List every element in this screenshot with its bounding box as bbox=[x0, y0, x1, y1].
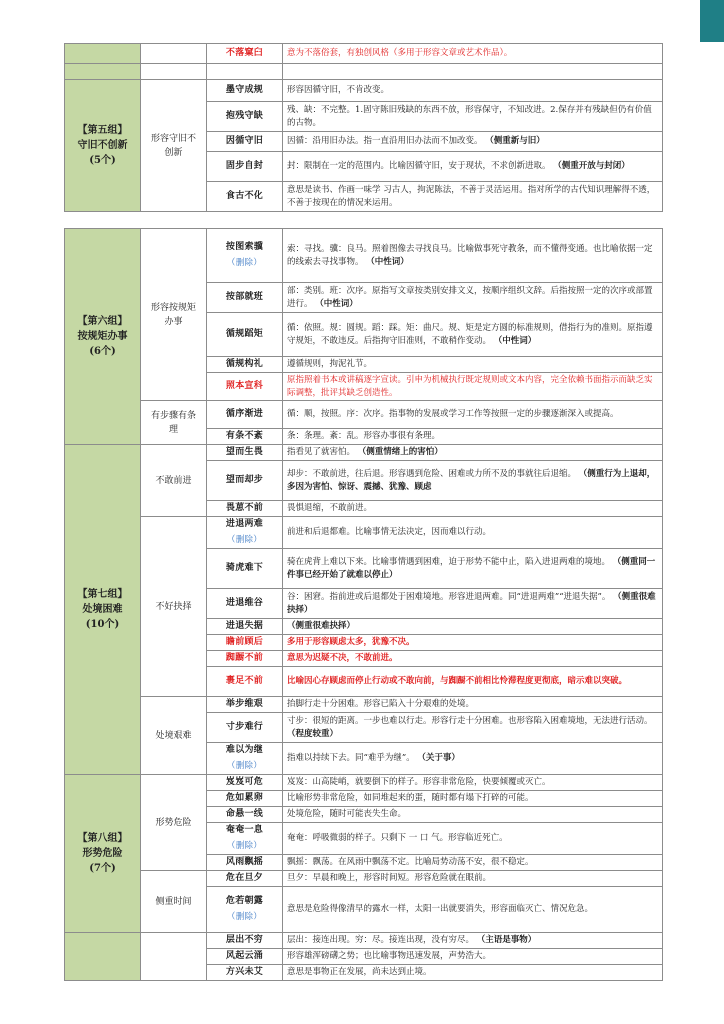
desc-cell: 飘摇：飘荡。在风雨中飘荡不定。比喻局势动荡不安，很不稳定。 bbox=[283, 855, 663, 871]
idiom-cell: 瞻前顾后 bbox=[207, 635, 283, 651]
subgroup-title: 有步骤有条 理 bbox=[141, 401, 207, 445]
idiom-cell: 循规蹈矩 bbox=[207, 313, 283, 357]
idiom-cell: 望而生畏 bbox=[207, 445, 283, 461]
idiom-cell: 层出不穷 bbox=[207, 933, 283, 949]
desc-cell: 残、缺：不完整。1.固守陈旧残缺的东西不放，形容保守，不知改进。2.保存并有残缺但仍有价值的古物。 bbox=[283, 102, 663, 132]
desc-cell: 部：类别。班：次序。原指写文章按类别安排文义，按顺序组织文辞。后指按照一定的次序或部置进行。 （中性词） bbox=[283, 283, 663, 313]
idiom-cell: 墨守成规 bbox=[207, 80, 283, 102]
desc-cell: 意思为迟疑不决，不敢前进。 bbox=[283, 651, 663, 667]
desc-cell: 意思是危险得像清早的露水一样，太阳一出就要消失，形容面临灭亡、情况危急。 bbox=[283, 887, 663, 933]
table-row bbox=[65, 933, 663, 949]
idiom-cell: 循规构礼 bbox=[207, 357, 283, 373]
idiom-cell: 方兴未艾 bbox=[207, 965, 283, 981]
subgroup-title: 形容守旧不 创新 bbox=[141, 80, 207, 212]
desc-cell: 条：条理。紊：乱。形容办事很有条理。 bbox=[283, 429, 663, 445]
idiom-cell: 危在旦夕 bbox=[207, 871, 283, 887]
desc-cell: 循：顺，按照。序：次序。指事物的发展或学习工作等按照一定的步骤逐渐深入或提高。 bbox=[283, 401, 663, 429]
desc-cell: 意思是事物正在发展，尚未达到止境。 bbox=[283, 965, 663, 981]
idiom-cell: 奄奄一息 （删除） bbox=[207, 823, 283, 855]
table-row bbox=[65, 775, 663, 791]
idiom-cell: 风起云涌 bbox=[207, 949, 283, 965]
idiom-table-1 bbox=[64, 43, 663, 212]
desc-cell: 多用于形容顾虑太多，犹豫不决。 bbox=[283, 635, 663, 651]
idiom-cell: 骑虎难下 bbox=[207, 549, 283, 589]
desc-cell: 因循：沿用旧办法。指一直沿用旧办法而不加改变。 （侧重新与旧） bbox=[283, 132, 663, 152]
idiom-cell: 食古不化 bbox=[207, 182, 283, 212]
idiom-cell: 按图索骥 （删除） bbox=[207, 229, 283, 283]
table-row bbox=[65, 871, 663, 887]
table-row bbox=[65, 697, 663, 713]
idiom-cell: 因循守旧 bbox=[207, 132, 283, 152]
delete-mark: （删除） bbox=[226, 535, 263, 545]
idiom-cell: 危若朝露 （删除） bbox=[207, 887, 283, 933]
desc-cell: 谷：困窘。指前进或后退都处于困难境地。形容进退两难。同“进退两难”“进退失据”。 （侧重很难抉择） bbox=[283, 589, 663, 619]
desc-cell: 封：限制在一定的范围内。比喻因循守旧，安于现状，不求创新进取。 （侧重开放与封闭） bbox=[283, 152, 663, 182]
idiom-cell: 危如累卵 bbox=[207, 791, 283, 807]
desc-cell: 奄奄：呼吸微弱的样子。只剩下 一 口 气。形容临近死亡。 bbox=[283, 823, 663, 855]
group-title: 【第七组】 处境困难 (10个) bbox=[65, 445, 141, 775]
idiom-cell: 照本宣科 bbox=[207, 373, 283, 401]
idiom-cell: 裹足不前 bbox=[207, 667, 283, 697]
group-cell bbox=[65, 44, 141, 64]
desc-cell: 遵循规则，拘泥礼节。 bbox=[283, 357, 663, 373]
desc-cell: 旦夕：早晨和晚上，形容时间短。形容危险就在眼前。 bbox=[283, 871, 663, 887]
desc-cell: 指看见了就害怕。 （侧重情绪上的害怕） bbox=[283, 445, 663, 461]
desc-cell: 原指照着书本或讲稿逐字宣读。引申为机械执行既定规则或文本内容，完全依赖书面指示而缺乏实际调整，批评其缺乏创造性。 bbox=[283, 373, 663, 401]
desc-cell: 形容因循守旧，不肯改变。 bbox=[283, 80, 663, 102]
idiom-cell: 举步维艰 bbox=[207, 697, 283, 713]
idiom-cell: 不落窠臼 bbox=[207, 44, 283, 64]
table-row bbox=[65, 445, 663, 461]
group-title: 【第五组】 守旧不创新 (5个) bbox=[65, 80, 141, 212]
subgroup-title: 形势危险 bbox=[141, 775, 207, 871]
group-title: 【第八组】 形势危险 (7个) bbox=[65, 775, 141, 933]
idiom-cell: 抱残守缺 bbox=[207, 102, 283, 132]
idiom-cell: 进退两难 （删除） bbox=[207, 517, 283, 549]
desc-cell: 索：寻找。骥：良马。照着图像去寻找良马。比喻做事死守教条，而不懂得变通。也比喻依据一定的线索去寻找事物。 （中性词） bbox=[283, 229, 663, 283]
desc-cell: 形容雄浑磅礴之势；也比喻事物迅速发展，声势浩大。 bbox=[283, 949, 663, 965]
idiom-cell: 踟蹰不前 bbox=[207, 651, 283, 667]
corner-tab bbox=[700, 0, 724, 42]
desc-cell: 循：依照。规：圆规。蹈：踩。矩：曲尺。规、矩是定方圆的标准规则，借指行为的准则。原指遵守规矩，不敢违反。后指拘守旧准则，不敢稍作变动。 （中性词） bbox=[283, 313, 663, 357]
delete-mark: （删除） bbox=[226, 841, 263, 851]
subgroup-title: 处境艰难 bbox=[141, 697, 207, 775]
desc-cell: 却步：不敢前进，往后退。形容遇到危险、困难或力所不及的事就往后退缩。 （侧重行为上退却，多因为害怕、惊讶、震撼、犹豫、顾虑 bbox=[283, 461, 663, 501]
idiom-cell: 风雨飘摇 bbox=[207, 855, 283, 871]
table-row bbox=[65, 229, 663, 283]
delete-mark: （删除） bbox=[226, 258, 263, 268]
idiom-cell: 命悬一线 bbox=[207, 807, 283, 823]
desc-cell: 前进和后退都难。比喻事情无法决定，因而难以行动。 bbox=[283, 517, 663, 549]
desc-cell: 畏惧退缩，不敢前进。 bbox=[283, 501, 663, 517]
group-title: 【第六组】 按规矩办事 (6个) bbox=[65, 229, 141, 445]
idiom-table-2 bbox=[64, 228, 663, 981]
subgroup-title: 形容按规矩 办事 bbox=[141, 229, 207, 401]
idiom-cell: 固步自封 bbox=[207, 152, 283, 182]
idiom-cell: 难以为继 （删除） bbox=[207, 743, 283, 775]
desc-cell: 骑在虎背上难以下来。比喻事情遇到困难，迫于形势不能中止，陷入进退两难的境地。 （侧重同一件事已经开始了就难以停止） bbox=[283, 549, 663, 589]
desc-cell: 意思是读书、作画一味学 习古人，拘泥陈法，不善于灵活运用。指对所学的古代知识理解得不透，不善于按现在的情况来运用。 bbox=[283, 182, 663, 212]
desc-cell: 寸步：很短的距离。一步也难以行走。形容行走十分困难。也形容陷入困难境地，无法进行活动。 （程度较重） bbox=[283, 713, 663, 743]
idiom-cell: 畏葸不前 bbox=[207, 501, 283, 517]
desc-cell: 处境危险，随时可能丧失生命。 bbox=[283, 807, 663, 823]
table-row bbox=[65, 64, 663, 80]
table-row bbox=[65, 80, 663, 102]
subgroup-title: 不敢前进 bbox=[141, 445, 207, 517]
desc-cell: 层出：接连出现。穷：尽。接连出现，没有穷尽。 （主语是事物） bbox=[283, 933, 663, 949]
delete-mark: （删除） bbox=[226, 912, 263, 922]
idiom-cell: 有条不紊 bbox=[207, 429, 283, 445]
delete-mark: （删除） bbox=[226, 761, 263, 771]
idiom-cell: 进退维谷 bbox=[207, 589, 283, 619]
desc-cell: 比喻因心存顾虑而停止行动或不敢向前，与踟蹰不前相比怜滞程度更彻底，暗示难以突破。 bbox=[283, 667, 663, 697]
desc-cell: 岌岌：山高陡峭，就要倒下的样子。形容非常危险，快要倾覆或灭亡。 bbox=[283, 775, 663, 791]
idiom-cell: 进退失据 bbox=[207, 619, 283, 635]
idiom-cell: 岌岌可危 bbox=[207, 775, 283, 791]
table-row bbox=[65, 517, 663, 549]
desc-cell: 抬脚行走十分困难。形容已陷入十分艰难的处境。 bbox=[283, 697, 663, 713]
subgroup-title: 不好抉择 bbox=[141, 517, 207, 697]
desc-cell: （侧重很难抉择） bbox=[283, 619, 663, 635]
idiom-cell: 望而却步 bbox=[207, 461, 283, 501]
table-row bbox=[65, 401, 663, 429]
idiom-cell: 循序渐进 bbox=[207, 401, 283, 429]
desc-cell: 意为不落俗套，有独创风格（多用于形容文章或艺术作品）。 bbox=[283, 44, 663, 64]
desc-cell: 指难以持续下去。同“难乎为继”。 （关于事） bbox=[283, 743, 663, 775]
desc-cell: 比喻形势非常危险，如同堆起来的蛋，随时都有塌下打碎的可能。 bbox=[283, 791, 663, 807]
idiom-cell: 寸步难行 bbox=[207, 713, 283, 743]
idiom-cell: 按部就班 bbox=[207, 283, 283, 313]
subgroup-title: 侧重时间 bbox=[141, 871, 207, 933]
table-row bbox=[65, 44, 663, 64]
